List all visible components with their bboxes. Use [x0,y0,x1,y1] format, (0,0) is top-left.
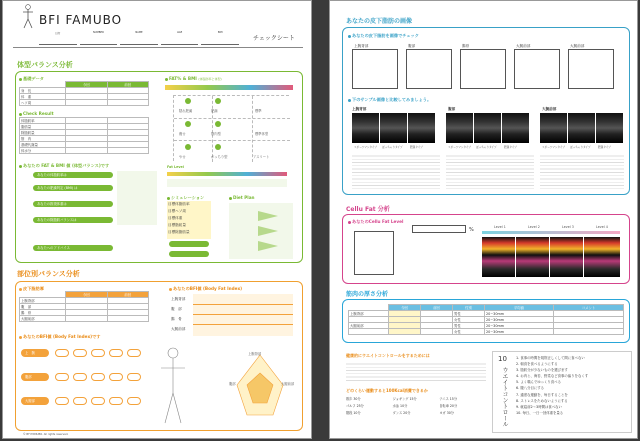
brand-title: BFI FAMUBO [39,13,123,27]
bfi-pill [127,349,141,357]
fat-level-gauge [167,172,287,176]
check-sheet-label: チェックシート [253,35,295,42]
sample-type: ぽっちゃりタイプ [570,146,591,149]
advice-bar: あなたへのアドバイス [33,245,113,251]
sample-scan [596,113,623,143]
bfi-pill [91,349,105,357]
weight-control-text [346,361,486,383]
bfi-pill [109,397,123,405]
simulation-row: 目標除脂肪量 [168,230,190,234]
sample-scan [352,113,379,143]
right-page [329,0,638,439]
image-label: 上腕背部 [354,44,369,48]
footer: © BFI FAMUBO. All rights reserved. [23,433,69,436]
sample-type: スポーツマンタイプ [354,146,378,149]
radar-label: 上腕背部 [248,352,262,356]
cellu-scan [584,237,620,277]
result-area [117,171,157,225]
cellu-image-slot[interactable] [354,231,394,275]
check-result-title: Check Result [19,111,54,116]
sample-scan [408,113,435,143]
subcut-title: 皮下脂肪厚 [19,286,44,292]
bfi-title: あなたのBFI値 (Body Fat Index) [169,286,242,292]
bmi-bar: あなたの肥満判定 (BMI) は [33,185,113,191]
rule-item: 3. 脂肪分が少ないものを選びます [516,368,568,373]
sample-scan [474,113,501,143]
lean-balance-bar: あなたの除脂肪バランスは [33,217,113,223]
sample-type: 肥満タイプ [504,146,517,149]
exercise-item: 階段 10分 [346,411,361,415]
header-field[interactable]: NAME [120,31,158,45]
sim-result-bar [169,251,209,257]
quadrant-marker [185,144,191,150]
subcut-table: 今回 前回 上腕背部 腹 部 腸 骨 大腿前部 [19,291,149,322]
bfi-you-bar: 上 腕 [21,349,49,357]
quadrant-label: 痩せ [179,132,186,136]
rule-item: 7. 適度な運動を、毎日することを [516,392,568,397]
fat-level-label: Fat Level [167,165,184,169]
recommend-title: どのくらい運動すると100Kcal消費できるか [346,388,428,393]
ultrasound-image-slot[interactable] [514,49,560,89]
simulation-row: 目標脂肪量 [168,223,186,227]
cellu-level: Level 4 [596,225,608,229]
header-field[interactable]: AGE [161,31,199,45]
muscle-section-title: 筋肉の厚さ分析 [346,291,389,298]
exercise-item: ダンス 20分 [392,411,411,415]
ultrasound-image-slot[interactable] [568,49,614,89]
rules-list [516,355,588,416]
bfi-you-bar: 大腿部 [21,397,49,405]
sample-scan [502,113,529,143]
quadrant-label: 筋肉型 [211,132,221,136]
cellu-level: Level 1 [494,225,506,229]
sample-desc [540,153,624,189]
bfi-pill [73,373,87,381]
body-radar [155,343,295,429]
bfi-pill [109,373,123,381]
quadrant-label: 標準体型 [255,132,269,136]
basic-data-title: 基礎データ [19,76,44,82]
fat-bmi-gauge [165,85,293,90]
rule-item: 2. 朝食を食べるようにする [516,362,558,367]
cellu-scan [516,237,549,277]
sample-scan [540,113,567,143]
bfi-row: 腹 部 [171,307,182,311]
rule-item: 1. 食事の時間を規則正しくして間に食べない [516,356,585,360]
quadrant-grid [173,95,289,161]
bfi-grid [193,294,293,336]
left-page [2,0,312,439]
image-section-title: あなたの皮下脂肪の画像 [346,18,413,25]
image-check-title: あなたの皮下脂肪を画像でチェック [348,33,419,39]
weight-control-title: 健康的にウエイトコントロールをするためには [346,353,430,358]
sample-type: スポーツマンタイプ [448,146,472,149]
sample-title: 下のサンプル画像と比較してみましょう。 [348,97,431,103]
cellu-level-bar [482,231,620,234]
bfi-you-bar: 腹部 [21,373,49,381]
cellu-percent-input[interactable] [412,225,466,233]
sample-desc [446,153,534,189]
quadrant-label: やせ [179,155,186,159]
exercise-item: ゴルフ 25分 [346,404,364,408]
exercise-table [346,396,486,415]
recommend-weight-bar: あなたの推奨体重は [33,201,113,207]
header-field[interactable]: 日付 [39,31,77,45]
your-fat-bmi-title: あなたの FAT & BMI 値 (体型バランス)です [19,163,109,169]
header-fields [39,31,239,45]
check-result-table: 体脂肪率 脂肪量 除脂肪量 筋 肉 基礎代謝量 体水分 [19,117,149,154]
quadrant-marker [215,98,221,104]
bfi-pill [91,397,105,405]
cellu-section-title: Cellu Fat 分析 [346,206,390,213]
simulation-row: 目標ヘソ周 [168,209,186,213]
header-field[interactable]: BMI [201,31,239,45]
sample-label: 大腿前部 [542,107,557,111]
bfi-pill [73,349,87,357]
sim-result-bar [169,241,209,247]
exercise-item: 水泳 10分 [392,404,408,408]
ultrasound-image-slot[interactable] [406,49,452,89]
ultrasound-image-slot[interactable] [352,49,398,89]
cellu-scan [550,237,583,277]
rule-item: 10. 毎日、一日一回体重を量る [516,410,564,415]
radar-label: 大腿前部 [281,382,295,386]
diet-arrows [253,206,283,256]
bfi-pill [55,349,69,357]
exercise-item: 散歩 30分 [346,397,361,401]
rule-item: 5. よく噛んでゆっくり食べる [516,380,561,385]
exercise-item: テニス 15分 [439,397,458,401]
section-parts-balance: 部位別バランス分析 [17,270,80,278]
simulation-row: 目標体脂肪率 [168,202,190,206]
quadrant-label: がっちり型 [211,155,228,159]
radar-label: 腹部 [229,382,236,386]
image-label: 腹部 [408,44,416,48]
sample-type: 肥満タイプ [410,146,423,149]
sample-scan [380,113,407,143]
fat-bmi-title: FAT% & BMI (体脂肪率と体型) [165,76,222,81]
bfi-pill [91,373,105,381]
simulation-title: シミュレーション [167,195,204,201]
exercise-item: ジョギング 15分 [392,397,417,401]
sample-type: ぽっちゃりタイプ [476,146,497,149]
bfi-pill [55,397,69,405]
divider [13,47,303,48]
muscle-table: 今回 前回 性別 平均値 コメント 上腕背部 男性 20~30mm 女性 20~30mm 大腿前部 男性 20~30mm 女性 20~30mm [348,304,624,335]
body-figure-logo [19,4,37,30]
basic-data-table: 今回 前回 身 長 体 重 ヘソ周 [19,81,149,106]
exercise-item: ヨガ 30分 [439,411,454,415]
cellu-scan [482,237,515,277]
quadrant-marker [185,98,191,104]
diet-plan-title: Diet Plan [229,195,255,200]
rule-item: 4. お肉と、海苔、野菜など食事の偏りをなくす [516,374,589,379]
quadrant-marker [185,121,191,127]
bfi-you-title: あなたのBFI値 (Body Fat Index)です [19,334,100,340]
sample-type: ぽっちゃりタイプ [382,146,403,149]
ultrasound-image-slot[interactable] [460,49,506,89]
sample-scan [446,113,473,143]
exercise-item: 自転車 20分 [439,404,458,408]
bfi-pill [127,373,141,381]
quadrant-label: 肥満 [211,109,218,113]
sample-desc [352,153,440,189]
cellu-level: Level 3 [562,225,574,229]
sample-type: 肥満タイプ [598,146,611,149]
sample-type: スポーツマンタイプ [542,146,566,149]
sample-label: 腹部 [448,107,456,111]
image-label: 大腿前部 [516,44,531,48]
quadrant-label: アスリート [253,155,270,159]
section-body-balance: 体型バランス分析 [17,61,73,69]
simulation-row: 目標体重 [168,216,183,220]
rule-number: 10 [498,355,507,363]
sample-label: 上腕背部 [352,107,367,111]
rule-item: 6. 腹八分目にする [516,386,545,391]
fat-percent-bar: あなたの体脂肪率は [33,172,113,178]
sample-scan [568,113,595,143]
cellu-level: Level 2 [528,225,540,229]
bfi-pill [73,397,87,405]
cellu-sub: あなたのCellu Fat Level [348,219,403,225]
bfi-pill [109,349,123,357]
bfi-pill [55,373,69,381]
bfi-pill [127,397,141,405]
rule-item: 8. ストレスをためないようにする [516,398,568,403]
percent-sign: % [469,227,474,233]
header-field[interactable]: NUMBER [80,31,118,45]
quadrant-marker [215,144,221,150]
image-label: 大腿前部 [570,44,585,48]
image-label: 腸骨 [462,44,470,48]
bfi-row: 大腿前部 [171,327,186,331]
rule-title: ウエイトコントロール [501,367,508,427]
quadrant-label: 標準 [255,109,262,113]
quadrant-label: 隠れ肥満 [179,109,193,113]
quadrant-marker [215,121,221,127]
rule-item: 9. 就寝前2〜3時間は食べない [516,404,562,409]
bfi-row: 腸 骨 [171,317,182,321]
fat-level-scale [167,179,287,187]
bfi-row: 上腕背部 [171,297,186,301]
